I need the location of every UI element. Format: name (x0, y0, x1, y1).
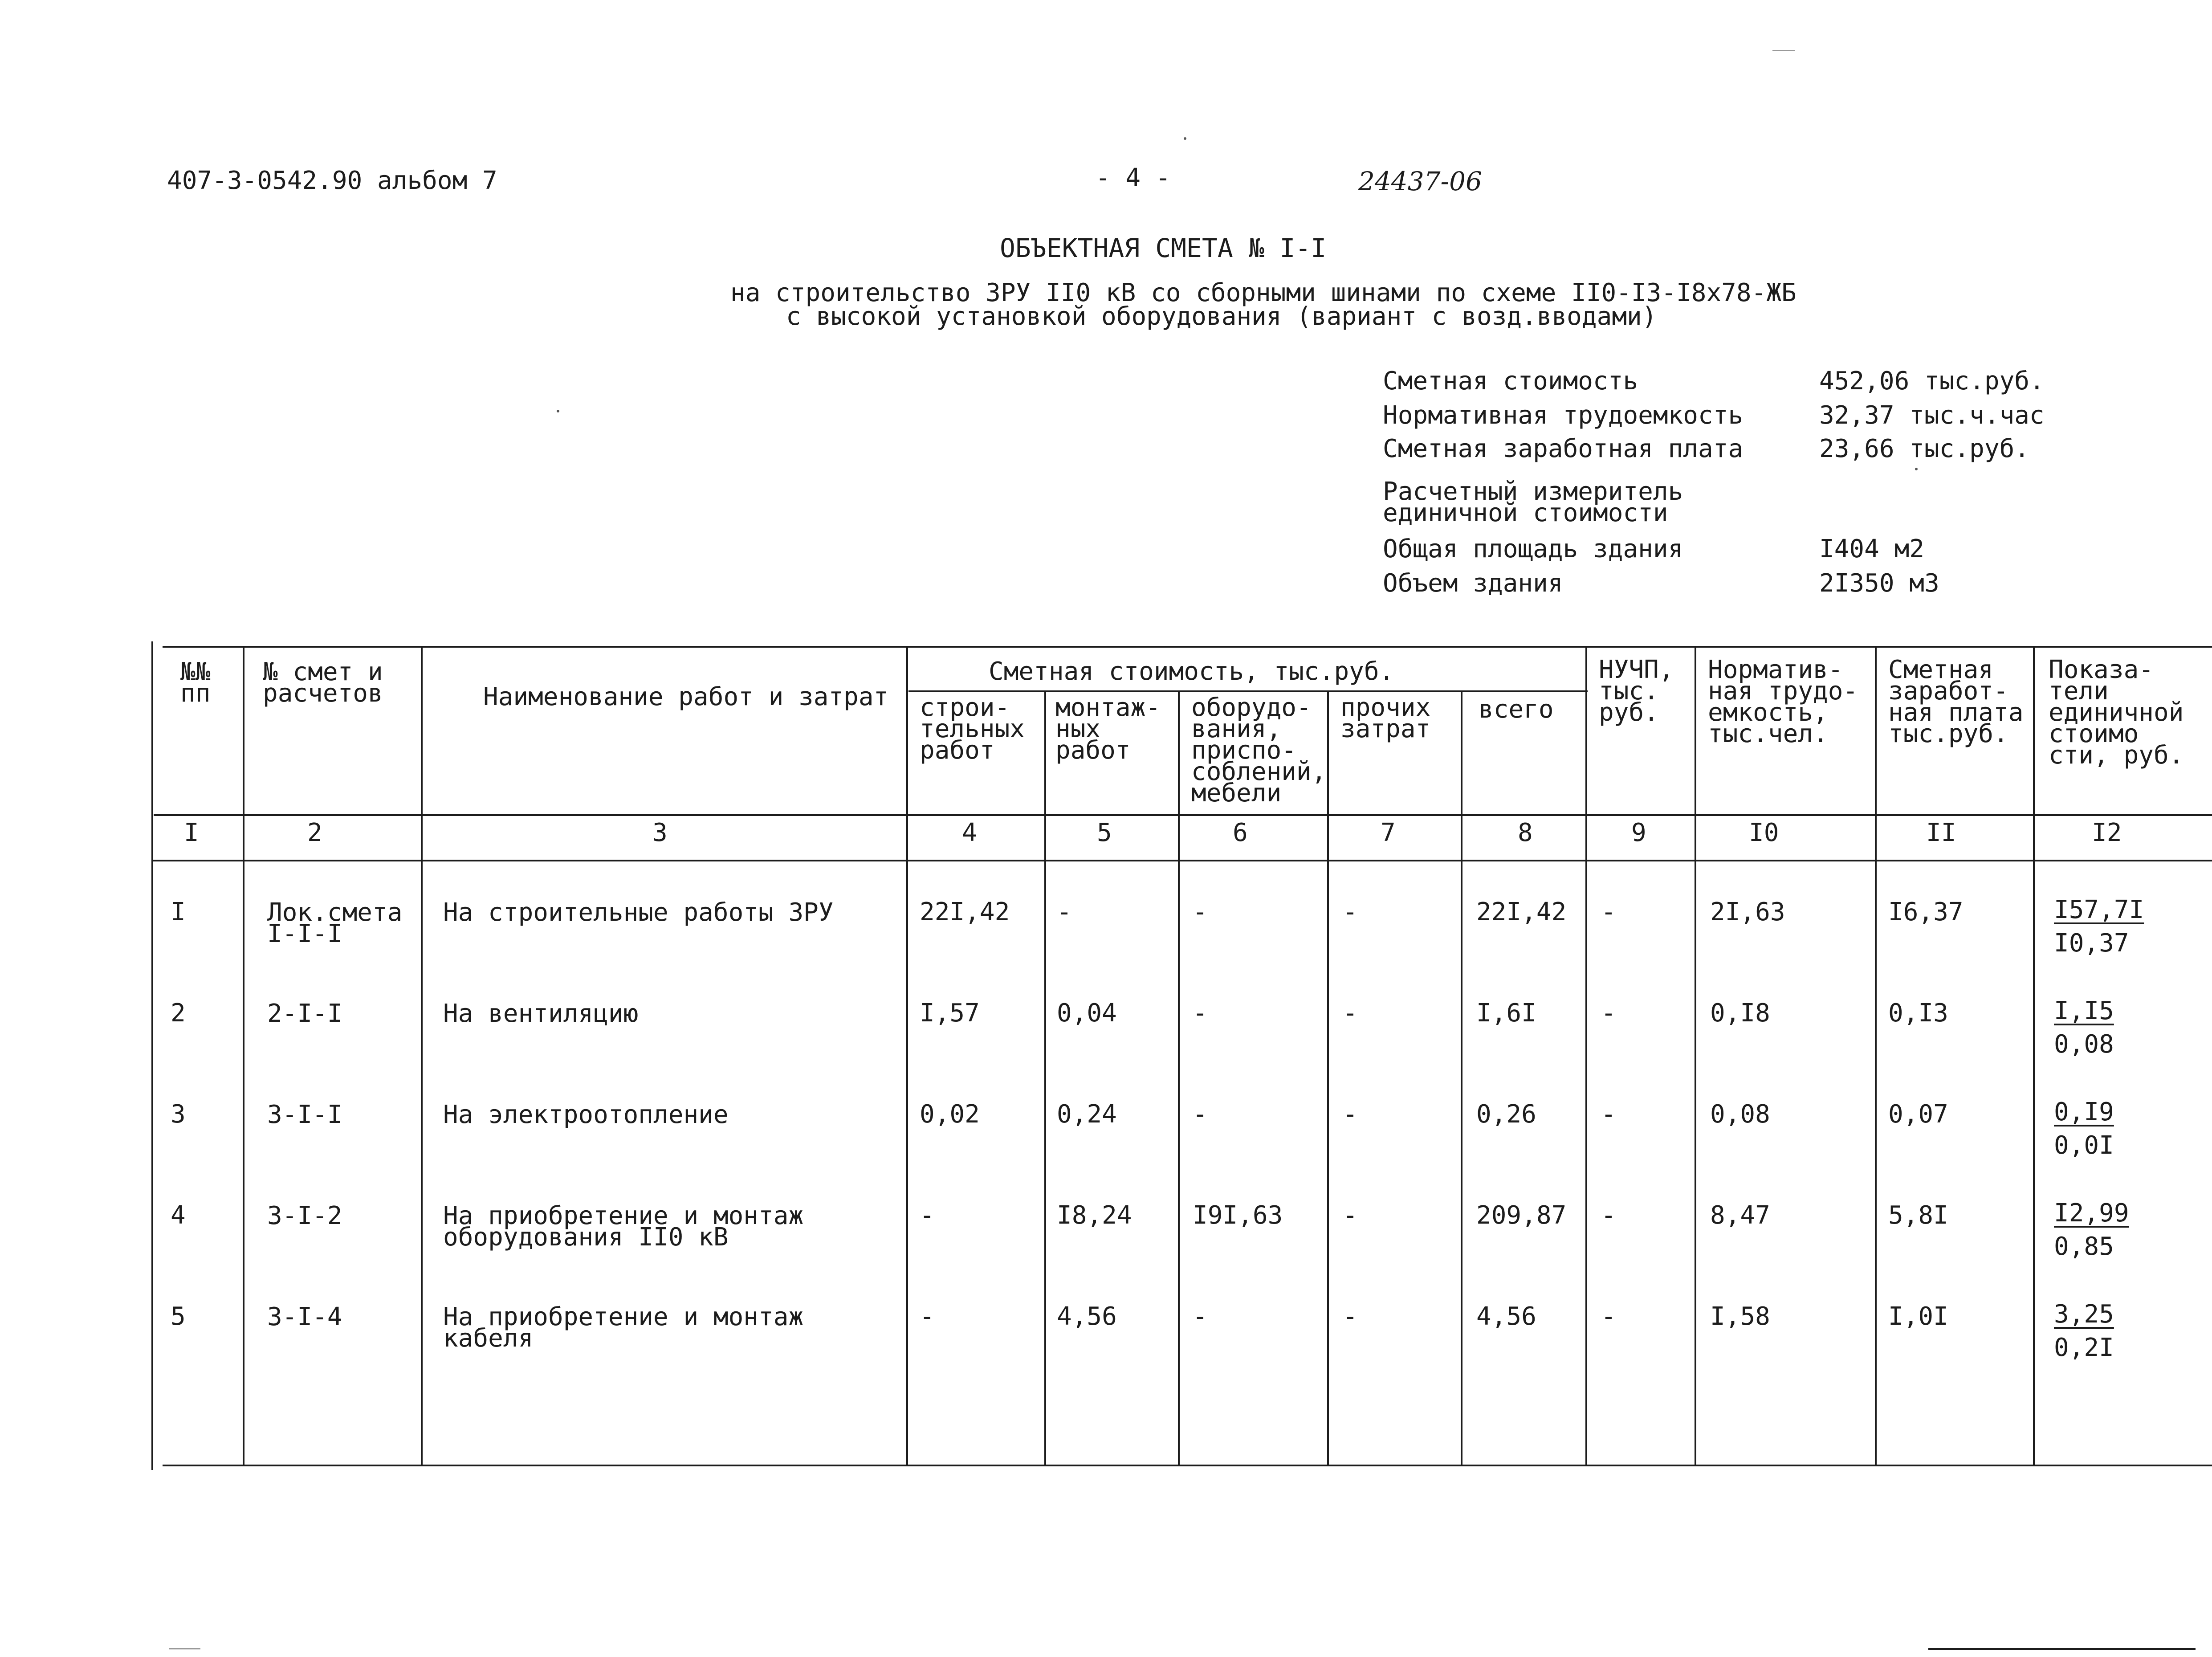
row-other: - (1343, 898, 1358, 926)
page-number: - 4 - (1096, 163, 1171, 192)
column-number: 7 (1381, 818, 1396, 847)
row-name: На приобретение и монтаж кабеля (443, 1302, 804, 1353)
row-indicator-bottom: I0,37 (2054, 929, 2129, 958)
column-number: I0 (1749, 818, 1779, 847)
row-nuchp: - (1601, 1201, 1616, 1230)
summary-volume-label: Объем здания (1383, 569, 1563, 598)
row-estimate: Лок.смета I-I-I (267, 898, 403, 948)
row-construction: 0,02 (920, 1100, 980, 1129)
table-top-line (163, 646, 2212, 648)
scan-mark (1772, 50, 1795, 51)
row-wage: 0,07 (1888, 1100, 1948, 1129)
row-equipment: I9I,63 (1193, 1201, 1283, 1230)
row-other: - (1343, 1201, 1358, 1230)
scan-speck (1915, 468, 1918, 470)
row-equipment: - (1193, 1100, 1208, 1129)
summary-cost-value: 452,06 тыс.руб. (1819, 367, 2045, 396)
row-construction: I,57 (920, 999, 980, 1028)
row-indicator-top: I57,7I (2054, 895, 2144, 924)
column-number: 4 (962, 818, 977, 847)
document-code: 407-3-0542.90 альбом 7 (167, 166, 497, 195)
row-total: 22I,42 (1476, 898, 1567, 926)
summary-wage-value: 23,66 тыс.руб. (1819, 434, 2030, 463)
header-cost-group: Сметная стоимость, тыс.руб. (989, 657, 1394, 686)
row-indicator-top: I2,99 (2054, 1199, 2129, 1228)
page-title: ОБЪЕКТНАЯ СМЕТА № I-I (1000, 233, 1327, 263)
row-other: - (1343, 1302, 1358, 1331)
row-indicator-bottom: 0,08 (2054, 1030, 2114, 1059)
row-wage: I,0I (1888, 1302, 1948, 1331)
col-divider (1875, 646, 1877, 1466)
scan-speck (1184, 137, 1186, 140)
colnum-bottom-line (151, 860, 2212, 861)
row-nuchp: - (1601, 1100, 1616, 1129)
col-divider (2033, 646, 2035, 1466)
row-estimate: 2-I-I (267, 999, 342, 1028)
row-other: - (1343, 1100, 1358, 1129)
row-labor: 8,47 (1710, 1201, 1770, 1230)
row-labor: 2I,63 (1710, 898, 1785, 926)
header-indicators: Показа-тели единичной стоимо сти, руб. (2049, 655, 2184, 770)
row-labor: 0,I8 (1710, 999, 1770, 1028)
summary-wage-label: Сметная заработная плата (1383, 434, 1744, 463)
row-indicator-bottom: 0,0I (2054, 1131, 2114, 1160)
row-installation: 4,56 (1057, 1302, 1117, 1331)
row-installation: 0,04 (1057, 999, 1117, 1028)
row-nuchp: - (1601, 898, 1616, 926)
column-number: 6 (1233, 818, 1248, 847)
header-equipment: оборудо-вания, приспо-соблений, мебели (1191, 693, 1327, 808)
header-other: прочих затрат (1340, 693, 1431, 743)
header-total: всего (1479, 695, 1554, 724)
row-estimate: 3-I-2 (267, 1201, 342, 1230)
row-equipment: - (1193, 898, 1208, 926)
column-number: I2 (2092, 818, 2122, 847)
table-border-left (151, 641, 153, 1470)
col-divider (421, 646, 423, 1466)
summary-volume-value: 2I350 м3 (1819, 569, 1939, 598)
header-construction: строи-тельных работ (920, 693, 1025, 765)
row-construction: - (920, 1302, 935, 1331)
column-number: 8 (1518, 818, 1533, 847)
row-indicator-top: I,I5 (2054, 996, 2114, 1025)
col-divider (243, 646, 244, 1466)
row-num: 2 (171, 999, 186, 1028)
row-num: 4 (171, 1201, 186, 1230)
column-number: 2 (307, 818, 322, 847)
row-labor: I,58 (1710, 1302, 1770, 1331)
row-estimate: 3-I-I (267, 1100, 342, 1129)
header-bottom-line (154, 814, 2212, 816)
col-divider (1695, 646, 1696, 1466)
row-estimate: 3-I-4 (267, 1302, 342, 1331)
table-bottom-line (163, 1465, 2212, 1466)
row-total: 4,56 (1476, 1302, 1536, 1331)
row-nuchp: - (1601, 1302, 1616, 1331)
header-installation: монтаж-ных работ (1055, 693, 1161, 765)
column-number: 5 (1097, 818, 1112, 847)
row-installation: - (1057, 898, 1072, 926)
handwritten-number: 24437-06 (1358, 166, 1482, 196)
scan-mark (1928, 1648, 2196, 1650)
row-installation: I8,24 (1057, 1201, 1132, 1230)
row-name: На приобретение и монтаж оборудования II0 кВ (443, 1201, 804, 1252)
col-divider (1044, 690, 1046, 1466)
cost-group-line (908, 690, 1588, 692)
header-estimate: № смет и расчетов (263, 657, 383, 708)
row-other: - (1343, 999, 1358, 1028)
row-wage: 5,8I (1888, 1201, 1948, 1230)
row-total: 209,87 (1476, 1201, 1567, 1230)
row-wage: 0,I3 (1888, 999, 1948, 1028)
row-total: I,6I (1476, 999, 1536, 1028)
header-labor: Норматив-ная трудо-емкость, тыс.чел. (1708, 655, 1858, 748)
row-labor: 0,08 (1710, 1100, 1770, 1129)
row-total: 0,26 (1476, 1100, 1536, 1129)
summary-area-label: Общая площадь здания (1383, 535, 1683, 563)
subtitle-line-1: на строительство ЗРУ II0 кВ со сборными шинами по схеме II0-I3-I8х78-ЖБ (730, 278, 1796, 307)
row-name: На электроотопление (443, 1100, 729, 1129)
row-equipment: - (1193, 1302, 1208, 1331)
row-num: 3 (171, 1100, 186, 1129)
summary-area-value: I404 м2 (1819, 535, 1925, 563)
header-name: Наименование работ и затрат (483, 682, 889, 711)
row-construction: 22I,42 (920, 898, 1010, 926)
row-num: I (171, 898, 186, 926)
row-name: На вентиляцию (443, 999, 639, 1028)
row-name: На строительные работы ЗРУ (443, 898, 834, 927)
header-num: №№ пп (180, 657, 211, 708)
row-indicator-bottom: 0,2I (2054, 1333, 2114, 1362)
col-divider (1178, 690, 1180, 1466)
row-construction: - (920, 1201, 935, 1230)
col-divider (1461, 690, 1462, 1466)
row-equipment: - (1193, 999, 1208, 1028)
scan-speck (557, 410, 559, 412)
subtitle-line-2: с высокой установкой оборудования (вариант с возд.вводами) (786, 302, 1657, 331)
col-divider (906, 646, 908, 1466)
summary-meter-label: Расчетный измеритель единичной стоимости (1383, 477, 1683, 527)
row-wage: I6,37 (1888, 898, 1964, 926)
summary-cost-label: Сметная стоимость (1383, 367, 1638, 396)
summary-labor-value: 32,37 тыс.ч.час (1819, 401, 2045, 430)
row-nuchp: - (1601, 999, 1616, 1028)
scan-mark (169, 1648, 200, 1649)
header-wage: Сметная заработ-ная плата тыс.руб. (1888, 655, 2024, 748)
header-nuchp: НУЧП, тыс. руб. (1599, 655, 1674, 727)
column-number: I (184, 818, 199, 847)
summary-labor-label: Нормативная трудоемкость (1383, 401, 1744, 430)
col-divider (1585, 646, 1587, 1466)
row-indicator-bottom: 0,85 (2054, 1232, 2114, 1261)
row-indicator-top: 3,25 (2054, 1300, 2114, 1329)
column-number: 3 (652, 818, 668, 847)
row-indicator-top: 0,I9 (2054, 1098, 2114, 1126)
column-number: II (1926, 818, 1956, 847)
col-divider (1327, 690, 1329, 1466)
row-installation: 0,24 (1057, 1100, 1117, 1129)
column-number: 9 (1631, 818, 1646, 847)
row-num: 5 (171, 1302, 186, 1331)
